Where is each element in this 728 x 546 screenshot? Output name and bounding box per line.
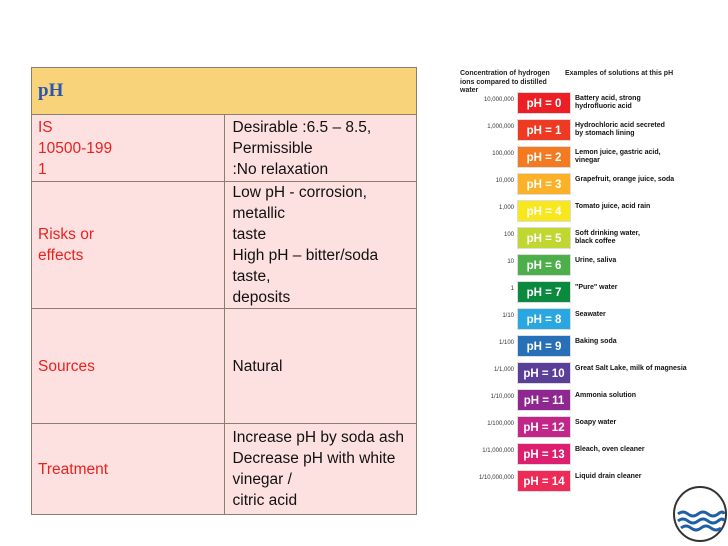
- label-line: Sources: [38, 357, 95, 375]
- concentration-value: 10,000: [495, 178, 514, 184]
- ph-scale-row: [458, 172, 698, 196]
- ph-level-box: pH = 10: [517, 362, 571, 384]
- ph-scale-row: [458, 280, 698, 304]
- ph-scale-row: [458, 307, 698, 331]
- example-line: Soft drinking water,: [575, 230, 640, 237]
- example-solution: [575, 365, 697, 373]
- ph-level-box: pH = 4: [517, 200, 571, 222]
- value-line: Decrease pH with white vinegar /: [232, 450, 396, 488]
- concentration-value: 1/10,000,000: [478, 475, 514, 481]
- example-line: Ammonia solution: [575, 392, 637, 399]
- concentration-value: 100,000: [492, 151, 514, 157]
- ph-scale-row: [458, 91, 698, 115]
- value-line: High pH – bitter/soda taste,: [232, 247, 379, 285]
- value-line: Natural: [232, 357, 283, 375]
- example-solution: [575, 473, 697, 481]
- value-line: citric acid: [232, 492, 298, 509]
- table-header-row: [32, 68, 417, 115]
- value-line: deposits: [232, 289, 291, 306]
- example-line: Great Salt Lake, milk of magnesia: [575, 365, 687, 372]
- ph-level-box: pH = 5: [517, 227, 571, 249]
- label-line: Treatment: [38, 460, 109, 478]
- value-line: taste: [232, 226, 267, 243]
- example-solution: [575, 284, 697, 292]
- ph-scale-row: [458, 388, 698, 412]
- example-line: Lemon juice, gastric acid,: [575, 149, 661, 156]
- example-solution: [575, 311, 697, 319]
- table-row: [32, 115, 417, 182]
- ph-level-box: pH = 9: [517, 335, 571, 357]
- example-solution: [575, 257, 697, 265]
- concentration-value: 100: [503, 232, 514, 238]
- ph-scale-row: [458, 361, 698, 385]
- ph-level-box: pH = 2: [517, 146, 571, 168]
- concentration-value: 1/1,000,000: [482, 448, 514, 454]
- example-line: Tomato juice, acid rain: [575, 203, 651, 210]
- ph-scale-row: [458, 442, 698, 466]
- row-value: [224, 309, 417, 424]
- ph-level-box: pH = 0: [517, 92, 571, 114]
- ph-scale-row: [458, 118, 698, 142]
- ph-table: [31, 67, 417, 515]
- example-line: Seawater: [575, 311, 606, 318]
- row-label: [32, 309, 225, 424]
- concentration-column-header: Concentration of hydrogen ions compared to distilled water: [460, 70, 550, 94]
- example-line: Battery acid, strong: [575, 95, 641, 102]
- value-line: Desirable :6.5 – 8.5, Permissible: [232, 118, 372, 157]
- example-solution: [575, 149, 697, 165]
- label-line: IS: [38, 118, 53, 136]
- example-solution: [575, 338, 697, 346]
- water-logo-icon: [672, 484, 728, 542]
- concentration-value: 1/10,000: [490, 394, 514, 400]
- example-solution: [575, 230, 697, 246]
- value-line: Low pH - corrosion, metallic: [232, 184, 367, 222]
- example-solution: [575, 122, 697, 138]
- ph-level-box: pH = 6: [517, 254, 571, 276]
- ph-scale-row: [458, 253, 698, 277]
- concentration-value: 10: [507, 259, 514, 265]
- ph-scale-row: [458, 415, 698, 439]
- ph-scale-row: [458, 469, 698, 493]
- ph-scale-figure: [458, 70, 698, 500]
- label-line: effects: [38, 247, 84, 264]
- concentration-value: 1,000: [498, 205, 514, 211]
- example-line: by stomach lining: [575, 130, 635, 137]
- label-line: Risks or: [38, 226, 94, 243]
- concentration-value: 10,000,000: [483, 97, 514, 103]
- ph-scale-row: [458, 145, 698, 169]
- row-value: [224, 424, 417, 515]
- example-line: Urine, saliva: [575, 257, 617, 264]
- example-line: Grapefruit, orange juice, soda: [575, 176, 675, 183]
- example-line: hydrofluoric acid: [575, 103, 632, 110]
- table-header-cell: [32, 68, 417, 115]
- row-value: [224, 115, 417, 182]
- ph-level-box: pH = 1: [517, 119, 571, 141]
- ph-level-box: pH = 12: [517, 416, 571, 438]
- label-line: 10500-199: [38, 139, 113, 157]
- concentration-value: 1: [510, 286, 514, 292]
- ph-scale-row: [458, 199, 698, 223]
- label-line: 1: [38, 160, 47, 178]
- example-solution: [575, 203, 697, 211]
- value-line: Increase pH by soda ash: [232, 429, 404, 446]
- ph-scale-row: [458, 334, 698, 358]
- concentration-value: 1/100: [498, 340, 514, 346]
- row-label: [32, 115, 225, 182]
- example-line: Liquid drain cleaner: [575, 473, 642, 480]
- row-label: [32, 424, 225, 515]
- example-line: Hydrochloric acid secreted: [575, 122, 665, 129]
- concentration-value: 1/10: [502, 313, 514, 319]
- ph-level-box: pH = 11: [517, 389, 571, 411]
- table-title: pH: [38, 80, 64, 101]
- table-row: [32, 182, 417, 309]
- example-line: vinegar: [575, 157, 600, 164]
- ph-level-box: pH = 13: [517, 443, 571, 465]
- example-solution: [575, 176, 697, 184]
- row-label: [32, 182, 225, 309]
- example-line: "Pure" water: [575, 284, 618, 291]
- example-solution: [575, 446, 697, 454]
- table-row: [32, 424, 417, 515]
- examples-column-header: Examples of solutions at this pH: [565, 70, 674, 77]
- value-line: :No relaxation: [232, 160, 329, 178]
- concentration-value: 1/100,000: [487, 421, 514, 427]
- example-line: black coffee: [575, 238, 616, 245]
- example-solution: [575, 392, 697, 400]
- ph-level-box: pH = 3: [517, 173, 571, 195]
- example-solution: [575, 419, 697, 427]
- row-value: [224, 182, 417, 309]
- table-row: [32, 309, 417, 424]
- ph-scale-row: [458, 226, 698, 250]
- example-line: Bleach, oven cleaner: [575, 446, 645, 453]
- example-solution: [575, 95, 697, 111]
- concentration-value: 1/1,000: [493, 367, 514, 373]
- example-line: Soapy water: [575, 419, 617, 426]
- ph-level-box: pH = 7: [517, 281, 571, 303]
- ph-level-box: pH = 14: [517, 470, 571, 492]
- ph-level-box: pH = 8: [517, 308, 571, 330]
- concentration-value: 1,000,000: [487, 124, 514, 130]
- example-line: Baking soda: [575, 338, 617, 345]
